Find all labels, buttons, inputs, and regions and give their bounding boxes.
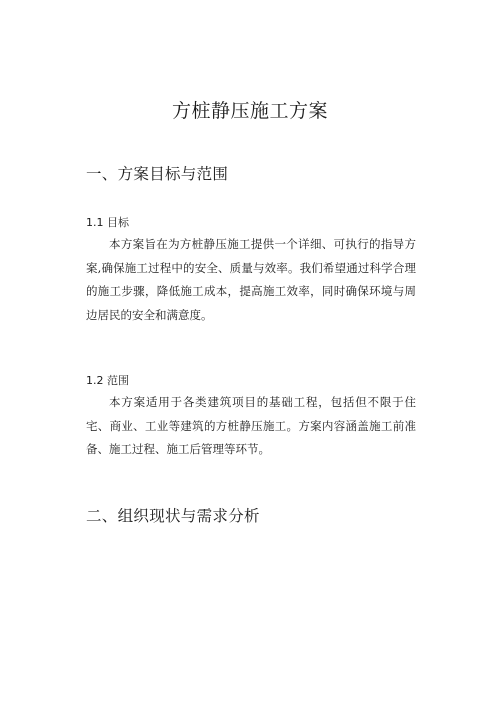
paragraph-1-1: 本方案旨在为方桩静压施工提供一个详细、可执行的指导方案,确保施工过程中的安全、质量与效率。我们希望通过科学合理的施工步骤，降低施工成本，提高施工效率，同时确保环境与周边居民的安全和满意度。 [86,237,416,322]
document-title: 方桩静压施工方案 [171,100,328,122]
section-heading-2: 二、组织现状与需求分析 [86,507,260,525]
subsection-heading-1-1: 1.1 目标 [86,216,129,229]
subsection-heading-1-2: 1.2 范围 [86,374,129,387]
paragraph-1-2: 本方案适用于各类建筑项目的基础工程，包括但不限于住宅、商业、工业等建筑的方桩静压施工。方案内容涵盖施工前准备、施工过程、施工后管理等环节。 [86,395,416,456]
section-heading-1: 一、方案目标与范围 [86,165,229,183]
